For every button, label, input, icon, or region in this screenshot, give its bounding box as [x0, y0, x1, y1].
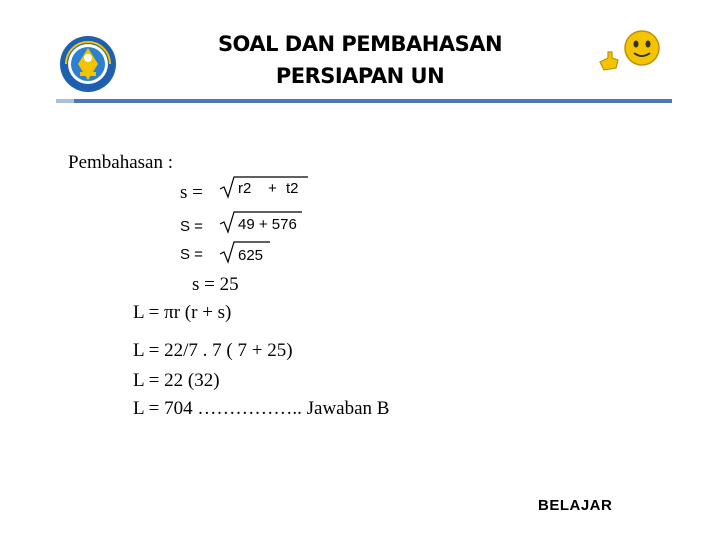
sqrt-49-576-expression	[218, 210, 306, 236]
equation-s-total-lhs: S =	[180, 246, 203, 263]
equation-L-step1: L = 22/7 . 7 ( 7 + 25)	[133, 340, 293, 361]
equation-s-result: s = 25	[192, 274, 239, 295]
equation-s-numeric-lhs: S =	[180, 218, 203, 235]
page-title	[190, 28, 530, 92]
radicand-plus: +	[268, 180, 277, 197]
equation-L-formula: L = πr (r + s)	[133, 302, 232, 323]
title-line-2: PERSIAPAN UN	[275, 64, 445, 88]
radicand-625: 625	[238, 247, 264, 264]
sqrt-625-expression	[218, 240, 274, 266]
tut-wuri-handayani-logo-icon	[58, 34, 118, 94]
title-line-1: SOAL DAN PEMBAHASAN	[217, 32, 503, 56]
smiley-thumbs-up-icon	[594, 28, 664, 78]
header-divider-accent	[56, 99, 74, 103]
sqrt-r2-t2-expression	[218, 175, 310, 201]
radicand-r2: r2	[238, 180, 252, 197]
pembahasan-heading: Pembahasan :	[68, 152, 174, 173]
equation-L-step2: L = 22 (32)	[133, 370, 220, 391]
brand-label: BELAJAR	[538, 497, 613, 514]
radicand-t2: t2	[286, 180, 299, 197]
header-divider	[56, 99, 672, 103]
equation-L-answer: L = 704 …………….. Jawaban B	[133, 398, 390, 419]
equation-s-lhs: s =	[180, 182, 203, 203]
radicand-49-576: 49 + 576	[238, 216, 297, 233]
